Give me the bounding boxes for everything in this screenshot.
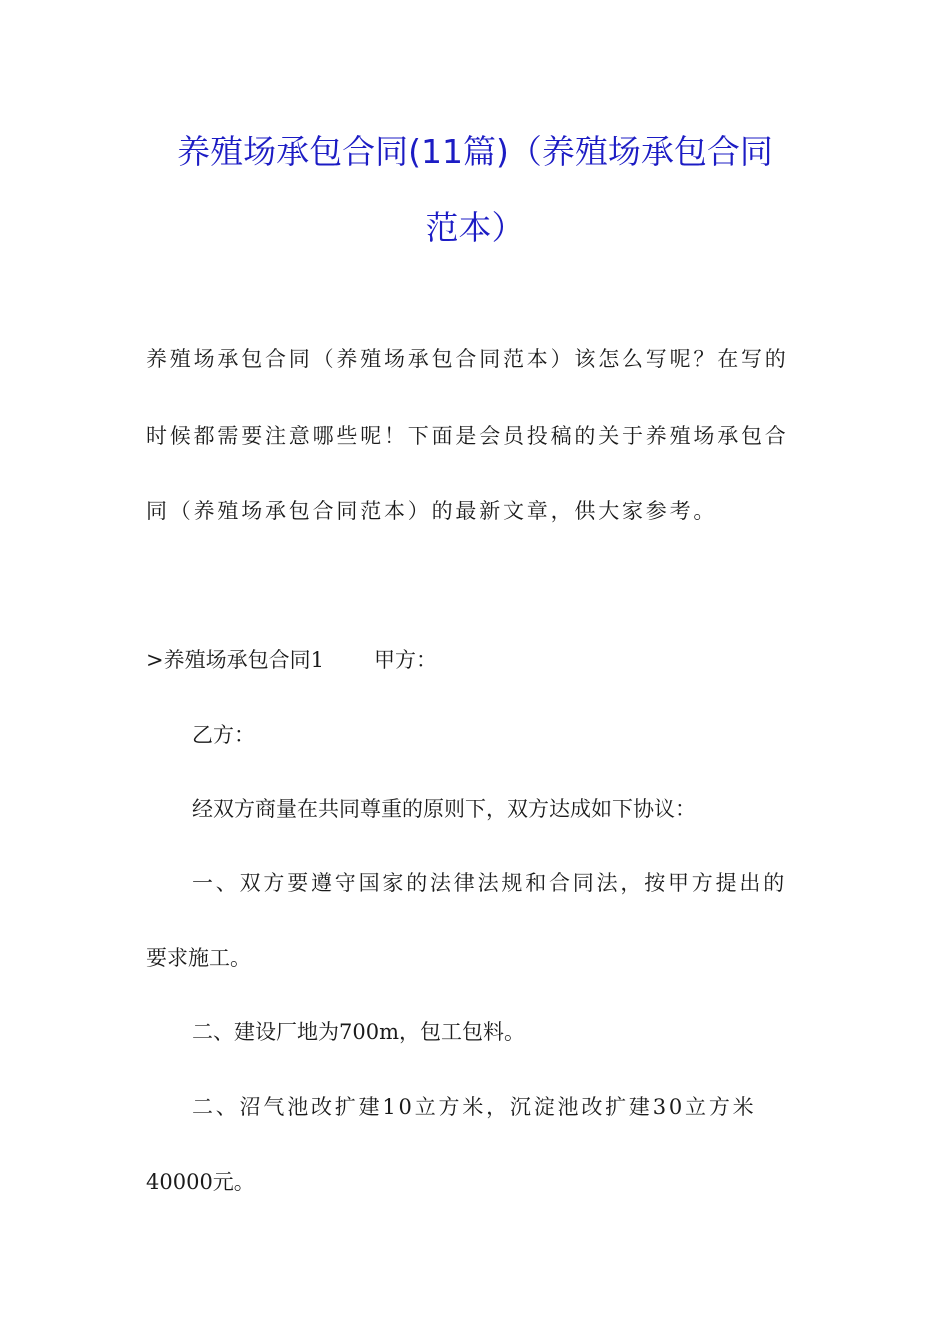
document-title-line-2: 范本） <box>425 208 525 247</box>
clause-3-line-1: 二、沼气池改扩建10立方米，沉淀池改扩建30立方米 <box>192 1095 757 1119</box>
intro-line-3: 同（养殖场承包合同范本）的最新文章，供大家参考。 <box>146 499 718 523</box>
document-title-line-1: 养殖场承包合同(11篇)（养殖场承包合同 <box>177 132 773 171</box>
intro-line-1: 养殖场承包合同（养殖场承包合同范本）该怎么写呢？在写的 <box>146 347 789 371</box>
party-a-label: 甲方： <box>373 648 437 672</box>
section-1-heading-row <box>146 645 437 675</box>
intro-line-2: 时候都需要注意哪些呢！下面是会员投稿的关于养殖场承包合 <box>146 424 789 448</box>
clause-1-line-2: 要求施工。 <box>146 946 251 970</box>
party-b-label: 乙方： <box>192 723 255 747</box>
section-1-heading: 养殖场承包合同1 <box>163 648 324 672</box>
clause-1-line-1: 一、双方要遵守国家的法律法规和合同法，按甲方提出的 <box>192 871 787 895</box>
clause-2: 二、建设厂地为700m，包工包料。 <box>192 1020 525 1044</box>
preamble: 经双方商量在共同尊重的原则下，双方达成如下协议： <box>192 797 696 821</box>
clause-3-line-2: 40000元。 <box>146 1170 255 1194</box>
section-marker: > <box>146 648 164 672</box>
